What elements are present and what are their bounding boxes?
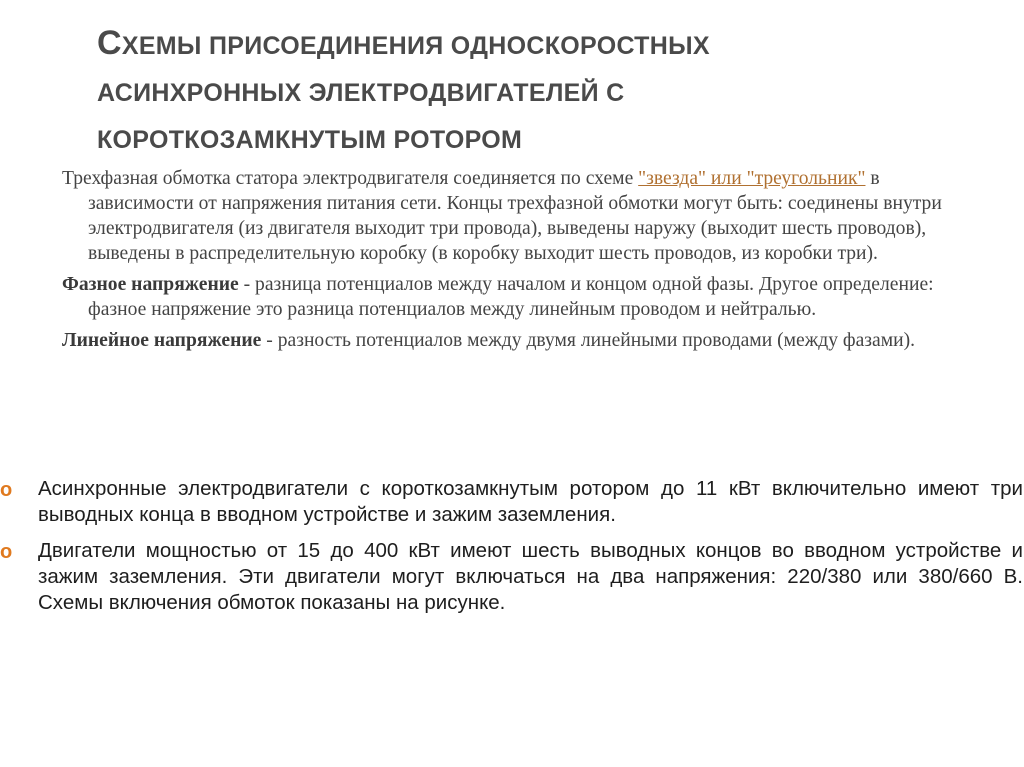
bullet-text-2: Двигатели мощностью от 15 до 400 кВт имеют шесть выводных концов во вводном устройстве и зажим заземления. Эти двигатели могут включаться на два напряжения: 220/380 или 380/660 В. Схемы включения обмоток показаны на рисунке. bbox=[38, 539, 1023, 614]
excerpt-paragraph-1 bbox=[62, 166, 942, 266]
title-line-2: АСИНХРОННЫХ ЭЛЕКТРОДВИГАТЕЛЕЙ С bbox=[97, 79, 625, 107]
line-voltage-definition: - разность потенциалов между двумя линейными проводами (между фазами). bbox=[261, 330, 916, 351]
text-excerpt-image bbox=[62, 166, 942, 359]
phase-voltage-term: Фазное напряжение bbox=[62, 274, 239, 295]
bullet-text-1: Асинхронные электродвигатели с короткозамкнутым ротором до 11 кВт включительно имеют три выводных конца в вводном устройстве и зажим заземления. bbox=[38, 477, 1023, 526]
star-triangle-link[interactable]: "звезда" или "треугольник" bbox=[638, 168, 866, 189]
bullet-list bbox=[0, 476, 1024, 626]
title-line-3: КОРОТКОЗАМКНУТЫМ РОТОРОМ bbox=[97, 126, 523, 154]
line-voltage-term: Линейное напряжение bbox=[62, 330, 262, 351]
bullet-marker-icon: o bbox=[0, 541, 13, 563]
bullet-marker-icon: o bbox=[0, 479, 13, 501]
excerpt-p1-end: в зависимости от напряжения питания сети. Концы трехфазной обмотки могут быть: соединены внутри электродвигателя (из двигателя выходит три провода), выведены наружу (выходит шесть проводов), выведены в распределительную коробку (в коробку выходит шесть проводов, из коробки три). bbox=[88, 168, 942, 264]
slide-title bbox=[97, 20, 977, 164]
phase-voltage-definition: - разница потенциалов между началом и концом одной фазы. Другое определение: фазное напряжение это разница потенциалов между линейным проводом и нейтралью. bbox=[88, 274, 934, 320]
title-line-1-text: ХЕМЫ ПРИСОЕДИНЕНИЯ ОДНОСКОРОСТНЫХ bbox=[121, 32, 710, 60]
title-initial: С bbox=[97, 24, 122, 62]
excerpt-paragraph-2 bbox=[62, 272, 942, 322]
list-item bbox=[0, 538, 1024, 616]
list-item bbox=[0, 476, 1024, 528]
excerpt-p1-start: Трехфазная обмотка статора электродвигателя соединяется по схеме bbox=[62, 168, 639, 189]
excerpt-paragraph-3 bbox=[62, 328, 942, 353]
title-line-1 bbox=[97, 20, 977, 70]
